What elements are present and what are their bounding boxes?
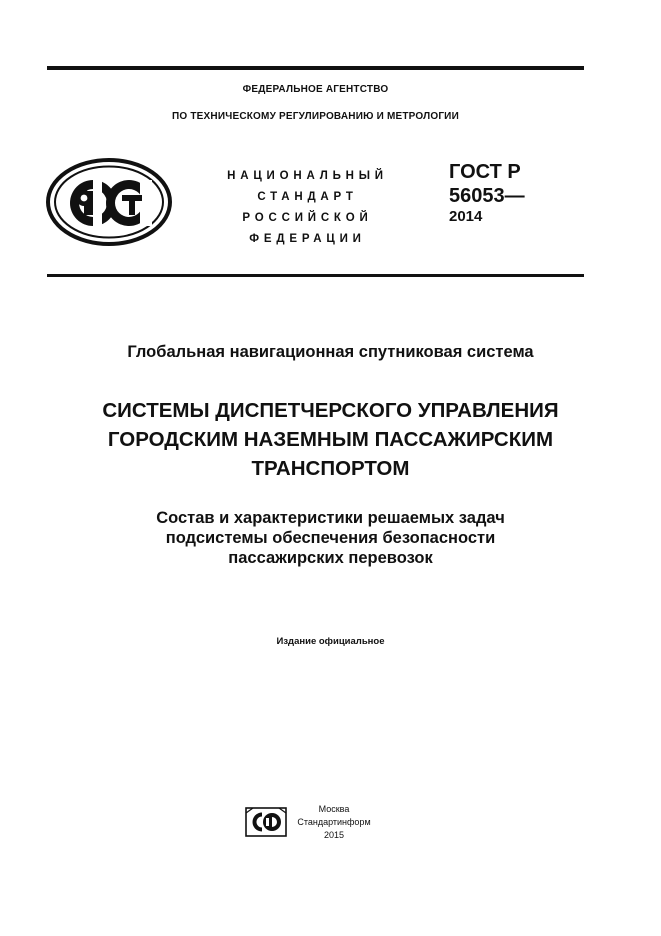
gost-r-emblem-icon <box>46 158 172 246</box>
designation-year: 2014 <box>449 208 483 225</box>
national-standard-line-1: НАЦИОНАЛЬНЫЙ <box>227 170 388 182</box>
top-rule <box>47 66 584 70</box>
standartinform-logo-icon <box>245 807 287 837</box>
edition-note: Издание официальное <box>276 636 385 647</box>
document-subtitle <box>20 508 641 568</box>
title-line-3: ТРАНСПОРТОМ <box>251 457 410 480</box>
national-standard-line-2: СТАНДАРТ <box>257 191 358 203</box>
title-line-1: СИСТЕМЫ ДИСПЕТЧЕРСКОГО УПРАВЛЕНИЯ <box>102 399 559 422</box>
document-title <box>20 396 641 483</box>
national-standard-label <box>205 166 410 250</box>
imprint-publisher: Стандартинформ <box>297 817 371 827</box>
national-standard-line-4: ФЕДЕРАЦИИ <box>249 233 366 245</box>
agency-line-1: ФЕДЕРАЛЬНОЕ АГЕНТСТВО <box>242 84 389 95</box>
designation-prefix: ГОСТ Р <box>449 161 521 183</box>
document-subject: Глобальная навигационная спутниковая система <box>127 343 534 361</box>
subtitle-line-2: подсистемы обеспечения безопасности <box>165 529 496 547</box>
designation-number: 56053— <box>449 185 525 207</box>
agency-line-2: ПО ТЕХНИЧЕСКОМУ РЕГУЛИРОВАНИЮ И МЕТРОЛОГИИ <box>172 111 459 122</box>
imprint-year: 2015 <box>323 830 345 840</box>
subtitle-line-1: Состав и характеристики решаемых задач <box>156 509 505 527</box>
national-standard-line-3: РОССИЙСКОЙ <box>242 212 373 224</box>
imprint <box>292 803 376 842</box>
title-line-2: ГОРОДСКИМ НАЗЕМНЫМ ПАССАЖИРСКИМ <box>107 428 554 451</box>
middle-rule <box>47 274 584 277</box>
standard-designation <box>449 160 525 226</box>
subtitle-line-3: пассажирских перевозок <box>228 549 433 567</box>
imprint-city: Москва <box>318 804 350 814</box>
